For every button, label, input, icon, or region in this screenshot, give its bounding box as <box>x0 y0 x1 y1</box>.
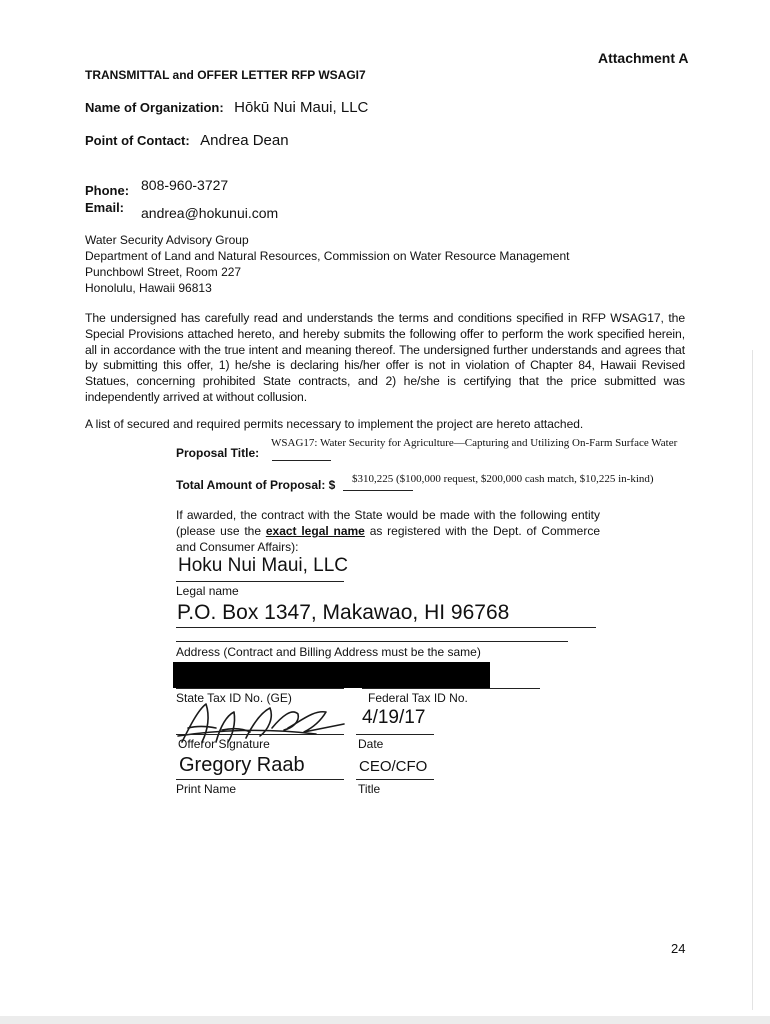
organization-label: Name of Organization: <box>85 100 224 115</box>
date-value: 4/19/17 <box>362 707 426 728</box>
address-line-1: Water Security Advisory Group <box>85 233 249 247</box>
address-line-3: Punchbowl Street, Room 227 <box>85 265 242 279</box>
redacted-tax-ids <box>173 662 490 688</box>
address-line-bottom <box>176 641 568 642</box>
proposal-amount-label: Total Amount of Proposal: $ <box>176 478 336 492</box>
signature-line <box>176 734 344 735</box>
date-label: Date <box>358 737 384 751</box>
title-label: Title <box>358 782 381 796</box>
proposal-title-line <box>272 460 331 461</box>
page-number: 24 <box>671 941 686 956</box>
scan-edge-line <box>752 350 753 1010</box>
organization-row <box>85 99 368 117</box>
legal-name-label: Legal name <box>176 584 239 598</box>
permits-sentence: A list of secured and required permits necessary to implement the project are hereto attached. <box>85 417 584 431</box>
state-tax-label: State Tax ID No. (GE) <box>176 691 292 705</box>
phone-value: 808-960-3727 <box>141 177 229 193</box>
legal-name-value: Hoku Nui Maui, LLC <box>178 555 349 576</box>
scan-bottom-edge <box>0 1016 770 1024</box>
proposal-title-label: Proposal Title: <box>176 446 260 460</box>
address-line-4: Honolulu, Hawaii 96813 <box>85 281 212 295</box>
federal-tax-line <box>362 688 540 689</box>
email-value: andrea@hokunui.com <box>141 205 279 221</box>
print-name-value: Gregory Raab <box>179 754 305 776</box>
contact-label: Point of Contact: <box>85 133 190 148</box>
email-label: Email: <box>85 200 125 215</box>
address-line-top <box>176 627 596 628</box>
award-text-emphasis: exact legal name <box>265 524 365 538</box>
legal-name-line <box>176 581 344 582</box>
title-line <box>356 779 434 780</box>
proposal-amount-value: $310,225 ($100,000 request, $200,000 cash match, $10,225 in-kind) <box>352 473 654 485</box>
address-line-2: Department of Land and Natural Resources, Commission on Water Resource Management <box>85 249 570 263</box>
signature-label: Offeror Signature <box>178 737 270 751</box>
phone-label: Phone: <box>85 183 130 198</box>
proposal-title-value: WSAG17: Water Security for Agriculture—Capturing and Utilizing On-Farm Surface Water <box>271 437 678 449</box>
proposal-amount-line <box>343 490 413 491</box>
federal-tax-label: Federal Tax ID No. <box>368 691 468 705</box>
document-title: TRANSMITTAL and OFFER LETTER RFP WSAGI7 <box>85 68 366 82</box>
title-value: CEO/CFO <box>359 758 428 775</box>
organization-value: Hōkū Nui Maui, LLC <box>234 99 369 116</box>
mailing-address-value: P.O. Box 1347, Makawao, HI 96768 <box>177 601 510 624</box>
print-name-line <box>176 779 344 780</box>
award-text-after: as registered with the Dept. of Commerce and Consumer Affairs): <box>176 524 601 554</box>
state-tax-line <box>176 688 344 689</box>
terms-paragraph: The undersigned has carefully read and understands the terms and conditions specified in RFP WSAG17, the Special Provisions attached hereto, and hereby submits the following offer to perform the work specified herein, all in accordance with the true intent and meaning thereof. The undersigned further understands and agrees that by submitting this offer, 1) he/she is declaring his/her offer is not in violation of Chapter 84, Hawaii Revised Statues, concerning prohibited State contracts, and 2) he/she is certifying that the price submitted was independently arrived at without collusion. <box>85 311 685 404</box>
award-paragraph <box>176 507 600 555</box>
attachment-label: Attachment A <box>598 50 689 66</box>
contact-value: Andrea Dean <box>200 132 289 149</box>
date-line <box>356 734 434 735</box>
print-name-label: Print Name <box>176 782 237 796</box>
award-text-before: If awarded, the contract with the State would be made with the following entity (please use the <box>176 508 600 538</box>
contact-row <box>85 132 289 150</box>
mailing-address-label: Address (Contract and Billing Address must be the same) <box>176 645 481 659</box>
